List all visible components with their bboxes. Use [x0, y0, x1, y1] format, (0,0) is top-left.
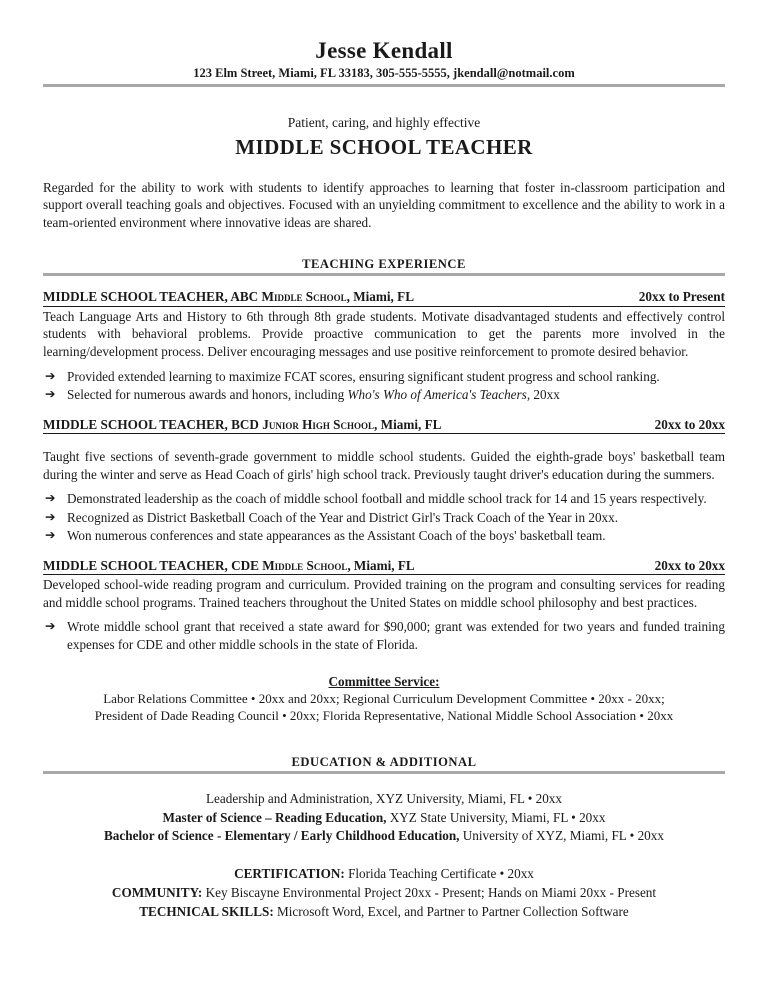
bullet-text: Selected for numerous awards and honors, including — [67, 387, 348, 403]
arrow-bullet-icon: ➔ — [45, 619, 56, 634]
job-entry — [43, 558, 725, 654]
job-description: Developed school-wide reading program and curriculum. Provided training on the program and consulting services for reading and middle school programs. Trained teachers throughout the United States on middle school philosophy and best practices. — [43, 577, 725, 610]
job-title — [43, 417, 441, 434]
job-title-school: Junior High School — [262, 416, 375, 432]
bullet-text: Won numerous conferences and state appearances as the Assistant Coach of the boys' basketball team. — [67, 528, 606, 544]
arrow-bullet-icon: ➔ — [45, 368, 56, 383]
education-degree: Master of Science – Reading Education, — [162, 809, 387, 825]
job-title-main: MIDDLE SCHOOL TEACHER, BCD — [43, 416, 263, 432]
additional-info-value: Key Biscayne Environmental Project 20xx - Present; Hands on Miami 20xx - Present — [202, 884, 657, 900]
job-title-school: Middle School — [261, 289, 347, 305]
job-entry — [43, 289, 725, 403]
tagline: Patient, caring, and highly effective — [287, 115, 481, 131]
education-entry — [43, 827, 725, 846]
job-header — [43, 417, 725, 435]
contact-line: 123 Elm Street, Miami, FL 33183, 305-555-5555, jkendall@notmail.com — [193, 66, 575, 81]
bullet-italic-text: Who's Who of America's Teachers — [347, 387, 527, 403]
additional-info-label: CERTIFICATION: — [234, 866, 345, 882]
additional-info-row — [43, 903, 725, 922]
job-bullet-list — [43, 368, 725, 404]
job-title-location: , Miami, FL — [346, 289, 414, 305]
professional-summary: Regarded for the ability to work with students to identify approaches to learning that foster in-classroom participation and support overall teaching goals and objectives. Focused with an unyielding commitment to excellence and the ability to work in a team-oriented environment where innovative ideas are shared. — [43, 179, 725, 230]
header-divider-rule — [43, 84, 725, 87]
list-item — [43, 368, 725, 386]
job-title — [43, 558, 415, 575]
job-header — [43, 289, 725, 307]
job-dates: 20xx to 20xx — [654, 416, 725, 432]
education-institution: XYZ State University, Miami, FL • 20xx — [386, 809, 606, 825]
education-entry-list — [43, 790, 725, 846]
bullet-text: Wrote middle school grant that received a state award for $90,000; grant was extended for two years and funded training expenses for CDE and other middle schools in the state of Florida. — [67, 619, 725, 652]
job-bullet-list — [43, 490, 725, 545]
job-dates: 20xx to Present — [638, 289, 725, 305]
education-heading-rule — [43, 771, 725, 774]
education-section — [43, 755, 725, 922]
section-heading-experience: TEACHING EXPERIENCE — [302, 257, 466, 272]
job-title-location: , Miami, FL — [374, 416, 442, 432]
job-description: Teach Language Arts and History to 6th through 8th grade students. Motivate disadvantaged students and effectively control students with behavioral problems. Provide proactive communication to get the parents more involved in the learning/development process. Deliver encouraging messages and use positive reinforcement to promote desired behavior. — [43, 308, 725, 359]
list-item — [43, 527, 725, 545]
education-institution: University of XYZ, Miami, FL • 20xx — [459, 828, 664, 844]
bullet-text-tail: , 20xx — [526, 387, 560, 403]
list-item — [43, 490, 725, 508]
job-title-school: Middle School — [262, 557, 348, 573]
committee-service-line: President of Dade Reading Council • 20xx; Florida Representative, National Middle School Association • 20xx — [94, 708, 674, 724]
candidate-name: Jesse Kendall — [315, 38, 453, 63]
job-dates: 20xx to 20xx — [654, 557, 725, 573]
job-title-location: , Miami, FL — [347, 557, 415, 573]
education-entry — [43, 790, 725, 809]
list-item — [43, 386, 725, 404]
job-title — [43, 289, 414, 306]
job-bullet-list — [43, 618, 725, 653]
list-item — [43, 618, 725, 653]
arrow-bullet-icon: ➔ — [45, 387, 56, 402]
additional-info-label: TECHNICAL SKILLS: — [139, 903, 274, 919]
job-title-main: MIDDLE SCHOOL TEACHER, CDE — [43, 557, 263, 573]
job-entry — [43, 417, 725, 545]
education-degree: Bachelor of Science - Elementary / Early Childhood Education, — [104, 828, 460, 844]
arrow-bullet-icon: ➔ — [45, 491, 56, 506]
objective-section — [43, 115, 725, 231]
experience-section — [43, 257, 725, 725]
arrow-bullet-icon: ➔ — [45, 528, 56, 543]
job-title-main: MIDDLE SCHOOL TEACHER, ABC — [43, 289, 262, 305]
committee-service-block — [43, 673, 725, 725]
committee-service-title: Committee Service: — [328, 673, 440, 689]
additional-info-label: COMMUNITY: — [111, 884, 203, 900]
additional-info-list — [43, 865, 725, 921]
experience-heading-rule — [43, 273, 725, 276]
bullet-text: Recognized as District Basketball Coach of the Year and District Girl's Track Coach of the Year in 20xx. — [67, 509, 619, 525]
list-item — [43, 509, 725, 527]
additional-info-value: Microsoft Word, Excel, and Partner to Partner Collection Software — [273, 903, 629, 919]
job-description: Taught five sections of seventh-grade government to middle school students. Guided the eighth-grade boys' basketball team during the winter and serve as Head Coach of girls' high school track. Previously taught driver's education during the summers. — [43, 449, 725, 482]
education-institution: Leadership and Administration, XYZ University, Miami, FL • 20xx — [206, 790, 562, 806]
resume-header — [43, 38, 725, 87]
education-entry — [43, 809, 725, 828]
additional-info-value: Florida Teaching Certificate • 20xx — [344, 866, 534, 882]
arrow-bullet-icon: ➔ — [45, 509, 56, 524]
bullet-text: Demonstrated leadership as the coach of middle school football and middle school track for 14 and 15 years respectively. — [67, 491, 707, 507]
additional-info-row — [43, 865, 725, 884]
bullet-text: Provided extended learning to maximize FCAT scores, ensuring significant student progress and school ranking. — [67, 368, 660, 384]
section-heading-education: EDUCATION & ADDITIONAL — [291, 754, 477, 769]
job-header — [43, 558, 725, 576]
committee-service-line: Labor Relations Committee • 20xx and 20xx; Regional Curriculum Development Committee • 20xx - 20xx; — [103, 690, 665, 706]
target-job-title: MIDDLE SCHOOL TEACHER — [235, 135, 533, 160]
additional-info-row — [43, 884, 725, 903]
